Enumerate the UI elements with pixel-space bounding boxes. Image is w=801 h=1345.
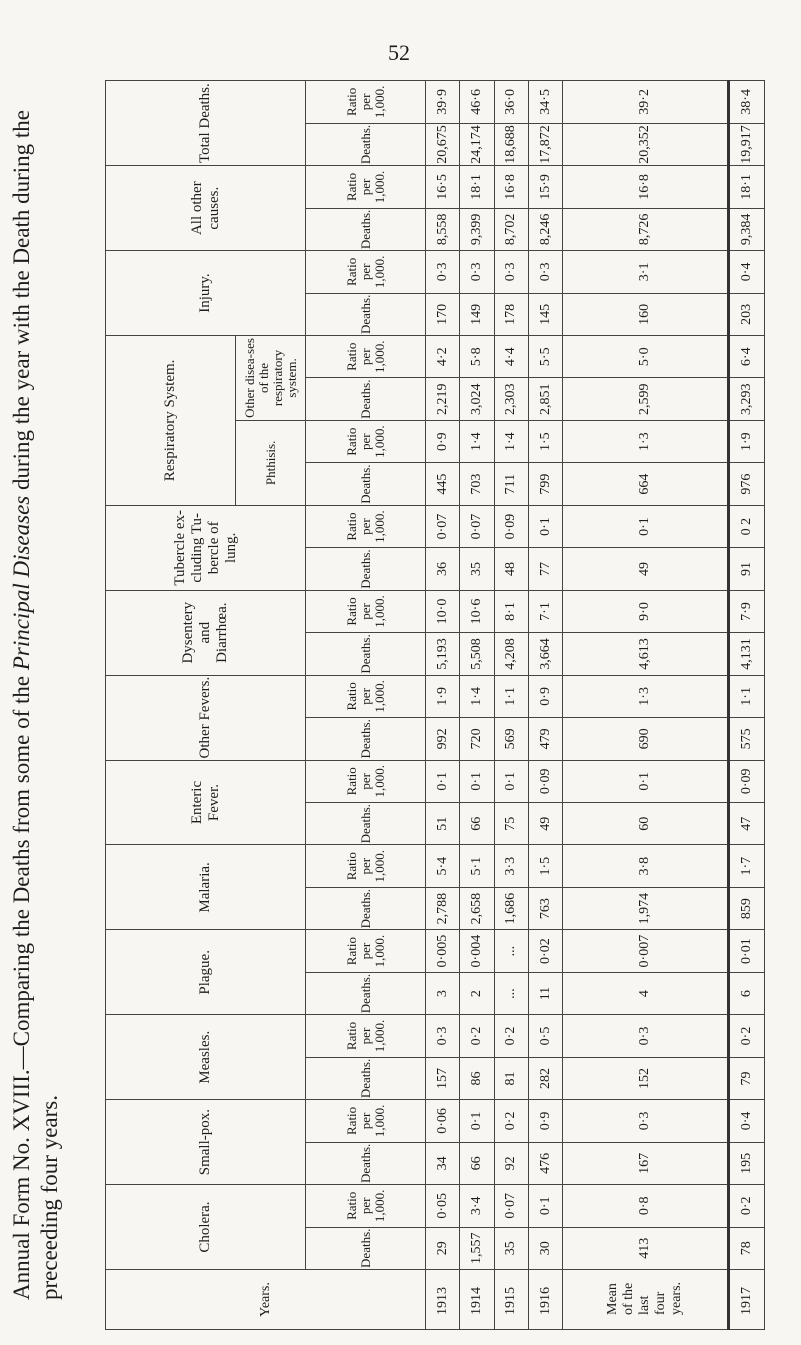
deaths-cell: 49	[563, 548, 728, 590]
title-suffix: during the year with the Death during the preceeding four years.	[9, 109, 62, 1300]
deaths-cell: 4,208	[494, 633, 528, 675]
deaths-cell: 24,174	[460, 123, 494, 165]
deaths-cell: 413	[563, 1227, 728, 1269]
deaths-cell: 1,686	[494, 887, 528, 929]
deaths-cell: 78	[728, 1227, 764, 1269]
deaths-cell: 86	[460, 1057, 494, 1099]
deaths-cell: 149	[460, 293, 494, 335]
ratio-subheader: Ratio per 1,000.	[306, 930, 426, 972]
deaths-cell: 60	[563, 803, 728, 845]
deaths-subheader: Deaths.	[306, 123, 426, 165]
deaths-cell: 3,024	[460, 378, 494, 420]
deaths-subheader: Deaths.	[306, 1142, 426, 1184]
page-number: 52	[388, 40, 410, 65]
deaths-subheader: Deaths.	[306, 293, 426, 335]
deaths-table-wrapper	[105, 80, 765, 1330]
ratio-cell: 1·9	[426, 675, 460, 717]
ratio-cell: 0·004	[460, 930, 494, 972]
ratio-cell: 18·1	[460, 166, 494, 208]
deaths-subheader: Deaths.	[306, 718, 426, 760]
header-measles: Measles.	[106, 1015, 306, 1100]
ratio-cell: 0·1	[494, 760, 528, 802]
ratio-cell: 0·07	[426, 505, 460, 547]
header-other-respiratory: Other disea-ses of the respiratory system.	[236, 336, 306, 421]
deaths-cell: 859	[728, 887, 764, 929]
ratio-cell: 0·02	[528, 930, 562, 972]
ratio-cell: 0·1	[460, 1100, 494, 1142]
ratio-cell: 0·2	[728, 1015, 764, 1057]
ratio-cell: 0·07	[460, 505, 494, 547]
deaths-cell: 1,557	[460, 1227, 494, 1269]
ratio-cell: 4·2	[426, 336, 460, 378]
ratio-cell: 36·0	[494, 81, 528, 124]
deaths-cell: 2	[460, 972, 494, 1014]
deaths-cell: 36	[426, 548, 460, 590]
header-malaria: Malaria.	[106, 845, 306, 930]
ratio-cell: 0·005	[426, 930, 460, 972]
header-cholera: Cholera.	[106, 1185, 306, 1270]
ratio-cell: 0·07	[494, 1185, 528, 1227]
ratio-cell: 0·09	[728, 760, 764, 802]
ratio-cell: 1·4	[460, 675, 494, 717]
deaths-cell: 799	[528, 463, 562, 505]
ratio-cell: 0·3	[426, 1015, 460, 1057]
ratio-cell: 0·06	[426, 1100, 460, 1142]
ratio-cell: 8·1	[494, 590, 528, 632]
deaths-cell: 664	[563, 463, 728, 505]
deaths-cell: 9,399	[460, 208, 494, 250]
ratio-cell: 39·9	[426, 81, 460, 124]
deaths-cell: 91	[728, 548, 764, 590]
deaths-cell: 6	[728, 972, 764, 1014]
deaths-cell: 47	[728, 803, 764, 845]
table-row	[426, 81, 460, 1330]
ratio-cell: 16·8	[494, 166, 528, 208]
ratio-cell: 0·9	[528, 1100, 562, 1142]
deaths-cell: 575	[728, 718, 764, 760]
ratio-cell: 0·09	[528, 760, 562, 802]
deaths-cell: 2,851	[528, 378, 562, 420]
deaths-cell: 75	[494, 803, 528, 845]
deaths-cell: 170	[426, 293, 460, 335]
ratio-cell: 0·8	[563, 1185, 728, 1227]
deaths-cell: 66	[460, 1142, 494, 1184]
ratio-cell: 16·5	[426, 166, 460, 208]
deaths-cell: 77	[528, 548, 562, 590]
deaths-cell: 992	[426, 718, 460, 760]
deaths-cell: 29	[426, 1227, 460, 1269]
deaths-cell: 30	[528, 1227, 562, 1269]
ratio-cell: 0·3	[494, 251, 528, 293]
deaths-cell: 1,974	[563, 887, 728, 929]
ratio-cell: 0 2	[728, 505, 764, 547]
deaths-cell: 92	[494, 1142, 528, 1184]
ratio-cell: 1·9	[728, 420, 764, 462]
ratio-cell: 0·1	[528, 505, 562, 547]
ratio-cell: 3·8	[563, 845, 728, 887]
deaths-cell: 476	[528, 1142, 562, 1184]
ratio-cell: 38·4	[728, 81, 764, 124]
deaths-cell: 8,726	[563, 208, 728, 250]
deaths-cell: 20,675	[426, 123, 460, 165]
ratio-subheader: Ratio per 1,000.	[306, 1185, 426, 1227]
ratio-cell: 0·2	[460, 1015, 494, 1057]
deaths-cell: 720	[460, 718, 494, 760]
ratio-subheader: Ratio per 1,000.	[306, 590, 426, 632]
deaths-cell: 178	[494, 293, 528, 335]
ratio-cell: 6·4	[728, 336, 764, 378]
deaths-cell: 66	[460, 803, 494, 845]
title-italic: Principal Diseases	[9, 495, 34, 671]
year-cell: 1913	[426, 1270, 460, 1330]
ratio-cell: 1·4	[494, 420, 528, 462]
deaths-cell: 157	[426, 1057, 460, 1099]
ratio-cell: 46·6	[460, 81, 494, 124]
ratio-cell: 0·09	[494, 505, 528, 547]
deaths-cell: 5,193	[426, 633, 460, 675]
header-enteric-fever: Enteric Fever.	[106, 760, 306, 845]
ratio-cell: 1·5	[528, 420, 562, 462]
header-dysentery: Dysentery and Diarrhœa.	[106, 590, 306, 675]
page-title	[8, 10, 88, 1300]
ratio-subheader: Ratio per 1,000.	[306, 251, 426, 293]
deaths-cell: 711	[494, 463, 528, 505]
deaths-cell: 8,702	[494, 208, 528, 250]
table-row	[494, 81, 528, 1330]
table-row	[728, 81, 764, 1330]
ratio-cell: 0·3	[563, 1100, 728, 1142]
deaths-subheader: Deaths.	[306, 887, 426, 929]
ratio-subheader: Ratio per 1,000.	[306, 81, 426, 124]
ratio-cell: 5·1	[460, 845, 494, 887]
ratio-cell: 4·4	[494, 336, 528, 378]
ratio-cell: 9·0	[563, 590, 728, 632]
ratio-cell: ...	[494, 930, 528, 972]
deaths-cell: 445	[426, 463, 460, 505]
year-cell: 1915	[494, 1270, 528, 1330]
ratio-cell: 5·0	[563, 336, 728, 378]
ratio-cell: 34·5	[528, 81, 562, 124]
ratio-cell: 3·4	[460, 1185, 494, 1227]
ratio-cell: 0·3	[426, 251, 460, 293]
ratio-cell: 5·8	[460, 336, 494, 378]
ratio-cell: 0·3	[563, 1015, 728, 1057]
deaths-cell: 195	[728, 1142, 764, 1184]
deaths-cell: 4,613	[563, 633, 728, 675]
deaths-cell: 145	[528, 293, 562, 335]
ratio-cell: 0·3	[528, 251, 562, 293]
ratio-subheader: Ratio per 1,000.	[306, 166, 426, 208]
deaths-cell: ...	[494, 972, 528, 1014]
ratio-subheader: Ratio per 1,000.	[306, 420, 426, 462]
ratio-subheader: Ratio per 1,000.	[306, 336, 426, 378]
ratio-cell: 18·1	[728, 166, 764, 208]
deaths-cell: 2,788	[426, 887, 460, 929]
ratio-subheader: Ratio per 1,000.	[306, 760, 426, 802]
ratio-cell: 1·4	[460, 420, 494, 462]
ratio-cell: 0·2	[494, 1015, 528, 1057]
ratio-cell: 0·05	[426, 1185, 460, 1227]
deaths-cell: 9,384	[728, 208, 764, 250]
header-respiratory-system: Respiratory System.	[106, 336, 236, 506]
ratio-cell: 0·007	[563, 930, 728, 972]
header-all-other-causes: All other causes.	[106, 166, 306, 251]
ratio-cell: 0·1	[528, 1185, 562, 1227]
ratio-cell: 0·9	[426, 420, 460, 462]
ratio-cell: 10·0	[426, 590, 460, 632]
table-row	[460, 81, 494, 1330]
deaths-cell: 35	[460, 548, 494, 590]
deaths-comparison-table	[105, 80, 765, 1330]
deaths-cell: 35	[494, 1227, 528, 1269]
title-prefix: Annual Form No. XVIII.—Comparing the Deaths from some of the	[9, 670, 34, 1300]
deaths-cell: 4,131	[728, 633, 764, 675]
ratio-cell: 5·4	[426, 845, 460, 887]
deaths-cell: 160	[563, 293, 728, 335]
deaths-subheader: Deaths.	[306, 378, 426, 420]
deaths-cell: 2,599	[563, 378, 728, 420]
deaths-subheader: Deaths.	[306, 463, 426, 505]
ratio-cell: 1·1	[494, 675, 528, 717]
ratio-cell: 15·9	[528, 166, 562, 208]
ratio-subheader: Ratio per 1,000.	[306, 505, 426, 547]
header-other-fevers: Other Fevers.	[106, 675, 306, 760]
years-header: Years.	[106, 1270, 426, 1330]
deaths-cell: 690	[563, 718, 728, 760]
ratio-cell: 0·1	[460, 760, 494, 802]
ratio-cell: 1·7	[728, 845, 764, 887]
deaths-subheader: Deaths.	[306, 972, 426, 1014]
deaths-cell: 4	[563, 972, 728, 1014]
deaths-cell: 51	[426, 803, 460, 845]
deaths-cell: 8,558	[426, 208, 460, 250]
ratio-subheader: Ratio per 1,000.	[306, 845, 426, 887]
ratio-cell: 3·1	[563, 251, 728, 293]
deaths-cell: 203	[728, 293, 764, 335]
deaths-cell: 34	[426, 1142, 460, 1184]
deaths-subheader: Deaths.	[306, 803, 426, 845]
deaths-cell: 763	[528, 887, 562, 929]
deaths-cell: 8,246	[528, 208, 562, 250]
ratio-cell: 0·01	[728, 930, 764, 972]
ratio-cell: 0·2	[728, 1185, 764, 1227]
deaths-subheader: Deaths.	[306, 1227, 426, 1269]
ratio-cell: 0·5	[528, 1015, 562, 1057]
deaths-subheader: Deaths.	[306, 1057, 426, 1099]
deaths-cell: 48	[494, 548, 528, 590]
ratio-subheader: Ratio per 1,000.	[306, 675, 426, 717]
deaths-cell: 3,293	[728, 378, 764, 420]
year-cell: Mean of the last four years.	[563, 1270, 728, 1330]
deaths-cell: 976	[728, 463, 764, 505]
deaths-cell: 79	[728, 1057, 764, 1099]
deaths-cell: 5,508	[460, 633, 494, 675]
ratio-cell: 1·3	[563, 420, 728, 462]
ratio-cell: 10·6	[460, 590, 494, 632]
ratio-cell: 0·4	[728, 1100, 764, 1142]
ratio-cell: 1·1	[728, 675, 764, 717]
deaths-cell: 3,664	[528, 633, 562, 675]
header-plague: Plague.	[106, 930, 306, 1015]
ratio-cell: 0·2	[494, 1100, 528, 1142]
deaths-cell: 479	[528, 718, 562, 760]
header-phthisis: Phthisis.	[236, 420, 306, 505]
ratio-cell: 1·5	[528, 845, 562, 887]
deaths-cell: 167	[563, 1142, 728, 1184]
deaths-cell: 49	[528, 803, 562, 845]
ratio-cell: 0·1	[426, 760, 460, 802]
deaths-cell: 703	[460, 463, 494, 505]
ratio-cell: 7·1	[528, 590, 562, 632]
ratio-cell: 0·1	[563, 505, 728, 547]
ratio-subheader: Ratio per 1,000.	[306, 1100, 426, 1142]
ratio-cell: 16·8	[563, 166, 728, 208]
ratio-cell: 0·3	[460, 251, 494, 293]
year-cell: 1917	[728, 1270, 764, 1330]
ratio-cell: 0·9	[528, 675, 562, 717]
deaths-subheader: Deaths.	[306, 548, 426, 590]
deaths-cell: 18,688	[494, 123, 528, 165]
deaths-subheader: Deaths.	[306, 208, 426, 250]
ratio-cell: 0·4	[728, 251, 764, 293]
deaths-subheader: Deaths.	[306, 633, 426, 675]
deaths-cell: 2,219	[426, 378, 460, 420]
deaths-cell: 19,917	[728, 123, 764, 165]
table-row	[528, 81, 562, 1330]
deaths-cell: 17,872	[528, 123, 562, 165]
year-cell: 1916	[528, 1270, 562, 1330]
header-small-pox: Small-pox.	[106, 1100, 306, 1185]
header-tubercle: Tubercle ex-cluding Tu-bercle of lung.	[106, 505, 306, 590]
header-injury: Injury.	[106, 251, 306, 336]
ratio-cell: 1·3	[563, 675, 728, 717]
deaths-cell: 282	[528, 1057, 562, 1099]
deaths-cell: 2,658	[460, 887, 494, 929]
year-cell: 1914	[460, 1270, 494, 1330]
ratio-cell: 0·1	[563, 760, 728, 802]
ratio-subheader: Ratio per 1,000.	[306, 1015, 426, 1057]
header-total-deaths: Total Deaths.	[106, 81, 306, 166]
deaths-cell: 81	[494, 1057, 528, 1099]
ratio-cell: 39·2	[563, 81, 728, 124]
deaths-cell: 569	[494, 718, 528, 760]
table-row	[563, 81, 728, 1330]
deaths-cell: 11	[528, 972, 562, 1014]
ratio-cell: 3·3	[494, 845, 528, 887]
deaths-cell: 3	[426, 972, 460, 1014]
ratio-cell: 7·9	[728, 590, 764, 632]
deaths-cell: 152	[563, 1057, 728, 1099]
ratio-cell: 5·5	[528, 336, 562, 378]
deaths-cell: 20,352	[563, 123, 728, 165]
deaths-cell: 2,303	[494, 378, 528, 420]
